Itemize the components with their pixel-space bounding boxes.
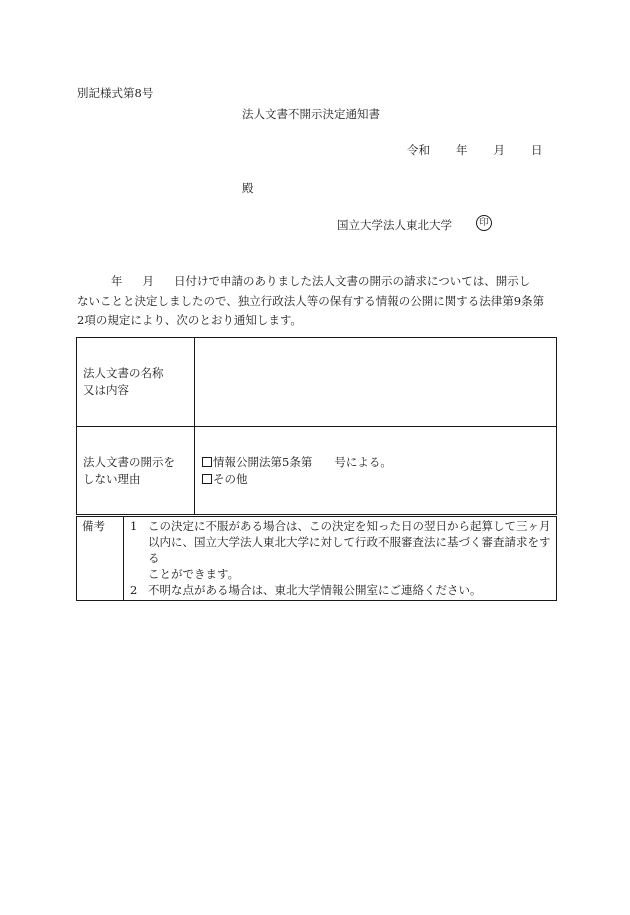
form-number: 別記様式第8号 bbox=[77, 86, 154, 100]
note-number: 1 bbox=[130, 519, 138, 533]
document-name-label-line-1: 法人文書の名称 bbox=[83, 366, 164, 381]
notice-body bbox=[77, 272, 557, 331]
sender-name: 国立大学法人東北大学 bbox=[337, 218, 452, 232]
reason-option-other-text: その他 bbox=[213, 471, 248, 486]
notes-table bbox=[76, 516, 557, 601]
document-name-label-line-2: 又は内容 bbox=[83, 383, 129, 397]
reason-label bbox=[77, 427, 195, 515]
reason-option-other bbox=[202, 471, 556, 488]
note-text bbox=[148, 518, 552, 582]
body-line-1-text: 日付けで申請のありました法人文書の開示の請求については、開示し bbox=[174, 274, 531, 288]
notes-content bbox=[124, 517, 557, 601]
reason-option-article-5-suffix: 号による。 bbox=[334, 454, 392, 469]
date-year-unit: 年 bbox=[456, 143, 468, 157]
notes-row bbox=[77, 517, 557, 601]
seal-mark: 印 bbox=[476, 215, 492, 231]
checkbox-other[interactable] bbox=[202, 474, 212, 484]
date-era: 令和 bbox=[407, 143, 430, 157]
body-line-1 bbox=[77, 272, 557, 292]
document-info-table bbox=[76, 337, 557, 515]
note-item bbox=[130, 518, 552, 582]
note-text bbox=[148, 582, 552, 598]
document-name-value bbox=[195, 338, 557, 427]
note-2-line-1: 不明な点がある場合は、東北大学情報公開室にご連絡ください。 bbox=[148, 583, 482, 597]
recipient-suffix: 殿 bbox=[242, 181, 254, 195]
body-line-3: 2項の規定により、次のとおり通知します。 bbox=[77, 313, 302, 327]
body-line-2: ないことと決定しましたので、独立行政法人等の保有する情報の公開に関する法律第9条第 bbox=[77, 293, 545, 308]
reason-option-article-5 bbox=[202, 454, 556, 471]
note-item bbox=[130, 582, 552, 598]
body-month-unit: 月 bbox=[142, 274, 154, 288]
notes-label: 備考 bbox=[77, 517, 124, 601]
note-number: 2 bbox=[130, 583, 138, 597]
document-title: 法人文書不開示決定通知書 bbox=[242, 107, 380, 121]
table-row-document-name bbox=[77, 338, 557, 427]
body-year-unit: 年 bbox=[111, 274, 123, 288]
reason-option-article-5-text: 情報公開法第5条第 bbox=[213, 454, 313, 469]
date-month-unit: 月 bbox=[493, 143, 505, 157]
note-1-line-1: この決定に不服がある場合は、この決定を知った日の翌日から起算して三ヶ月 bbox=[148, 519, 551, 533]
checkbox-article-5[interactable] bbox=[202, 457, 212, 467]
document-name-label bbox=[77, 338, 195, 427]
reason-options bbox=[195, 427, 557, 515]
reason-label-line-2: しない理由 bbox=[83, 471, 141, 486]
table-row-reason bbox=[77, 427, 557, 515]
date-day-unit: 日 bbox=[531, 143, 543, 157]
note-1-line-3: ことができます。 bbox=[148, 567, 240, 581]
reason-label-line-1: 法人文書の開示を bbox=[83, 454, 175, 469]
note-1-line-2: 以内に、国立大学法人東北大学に対して行政不服審査法に基づく審査請求をする bbox=[148, 535, 551, 565]
date-line bbox=[407, 142, 543, 159]
